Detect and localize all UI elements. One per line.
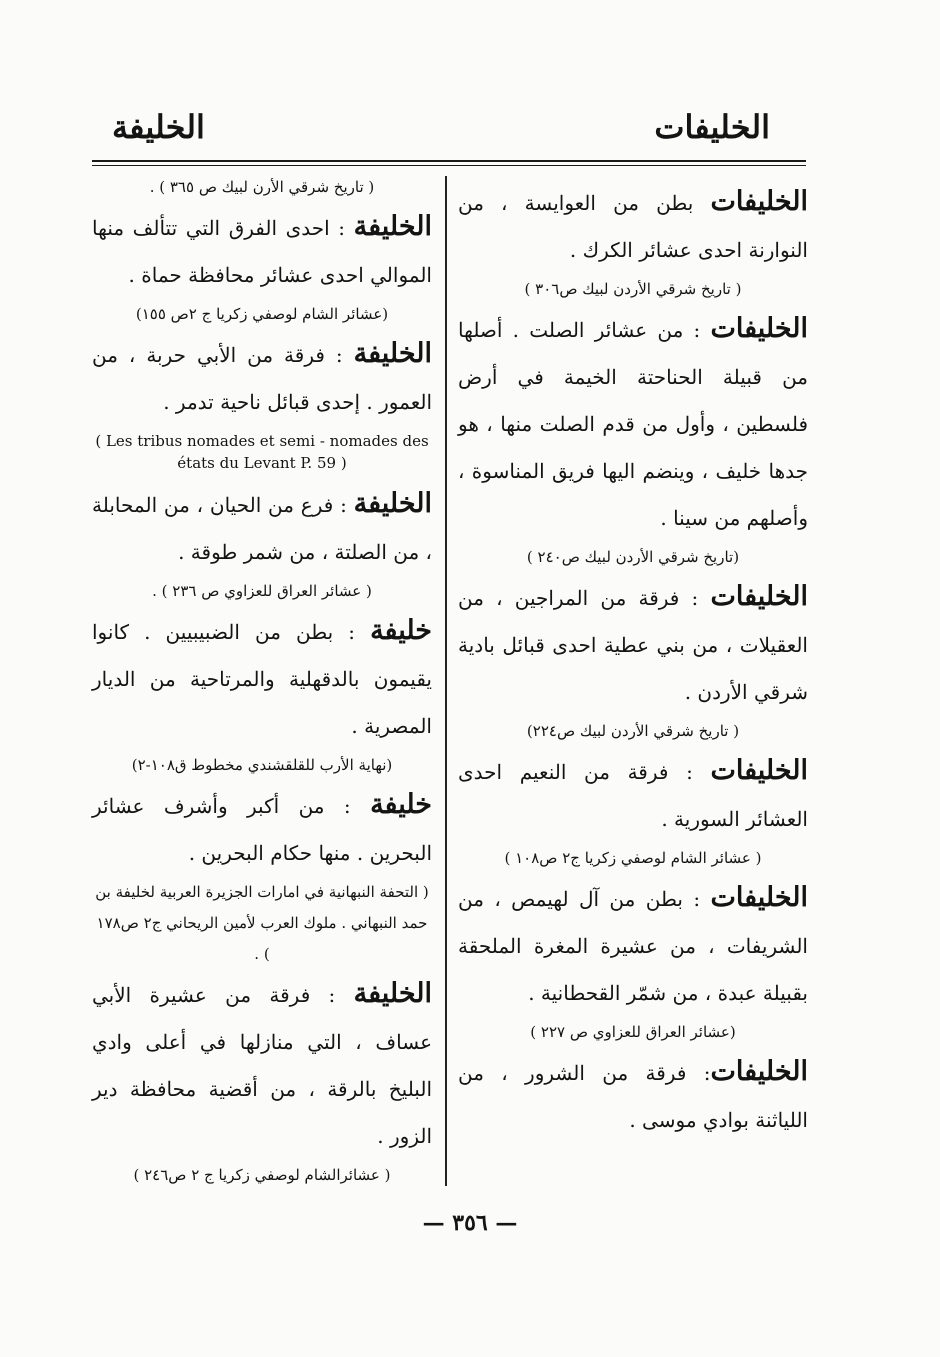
running-header-left: الخليفة xyxy=(112,108,205,146)
entry-term: الخليفات xyxy=(710,313,808,344)
entry-text: بطن من العوايسة ، من النوارنة احدى عشائر الكرك . xyxy=(458,191,808,262)
entry xyxy=(92,480,432,576)
source-citation: ( عشائر الشام لوصفي زكريا ج٢ ص١٠٨ ) xyxy=(504,849,762,867)
entry-text: : بطن من الضبيبيين . كانوا يقيمون بالدقهلية والمرتاحية من الديار المصرية . xyxy=(92,620,432,738)
entry xyxy=(458,874,808,1017)
entry-term: خليفة xyxy=(370,615,432,646)
source-citation: ( عشائرالشام لوصفي زكريا ج ٢ ص٢٤٦ ) xyxy=(133,1166,391,1184)
source-citation: ( تاريخ شرقي الأردن لبيك ص٣٠٦ ) xyxy=(524,280,742,298)
entry-term: الخليفة xyxy=(353,211,432,242)
source-citation: ( تاريخ شرقي الأرن لبيك ص ٣٦٥ ) . xyxy=(149,178,375,196)
entry-text: : بطن من آل لهيمص ، من الشريفات ، من عشيرة المغرة الملحقة بقبيلة عبدة ، من شمّر القحطانية . xyxy=(458,887,808,1005)
entry-text: : فرع من الحيان ، من المحابلة ، من الصلتة ، من شمر طوقة . xyxy=(92,493,432,564)
entry-text: : فرقة من المراجين ، من العقيلات ، من بني عطية احدى قبائل بادية شرقي الأردن . xyxy=(458,586,808,704)
source-citation: ( عشائر العراق للعزاوي ص ٢٣٦ ) . xyxy=(152,582,372,600)
entry-text: : من أكبر وأشرف عشائر البحرين . منها حكام البحرين . xyxy=(92,794,432,865)
entry-text: : فرقة من النعيم احدى العشائر السورية . xyxy=(458,760,808,831)
footer-dash-right: — xyxy=(422,1210,445,1236)
source-citation: (تاريخ شرقي الأردن لبيك ص٢٤٠ ) xyxy=(526,548,740,566)
source-citation: ( تاريخ شرقي الأردن لبيك ص٢٢٤) xyxy=(526,722,740,740)
entry-term: الخليفات xyxy=(710,581,808,612)
entry xyxy=(458,573,808,716)
source-citation-latin: ( Les tribus nomades et semi - nomades des états du Levant P. 59 ) xyxy=(95,432,429,472)
entry-term: الخليفة xyxy=(353,978,432,1009)
entry-text: : فرقة من الشرور ، من اللياثنة بوادي موسى . xyxy=(458,1061,808,1132)
footer-dash-left: — xyxy=(495,1210,518,1236)
entry xyxy=(92,330,432,426)
entry xyxy=(92,203,432,299)
source-citation: (عشائر العراق للعزاوي ص ٢٢٧ ) xyxy=(530,1023,736,1041)
entry-term: الخليفات xyxy=(710,1056,808,1087)
entry xyxy=(92,781,432,877)
entry xyxy=(458,1048,808,1144)
source-citation: ( التحفة النبهانية في امارات الجزيرة العربية لخليفة بن حمد النبهاني . ملوك العرب لأمين الريحاني ج٢ ص١٧٨ ) . xyxy=(95,883,429,963)
entry-text: : من عشائر الصلت . أصلها من قبيلة الحناحتة الخيمة في أرض فلسطين ، وأول من قدم الصلت منها ، هو جدها خليف ، وينضم اليها فريق المناسوة ، وأصلهم من سينا . xyxy=(458,318,808,530)
entry xyxy=(92,970,432,1160)
left-column xyxy=(92,172,432,1191)
entry xyxy=(458,178,808,274)
entry-term: الخليفات xyxy=(710,755,808,786)
entry xyxy=(92,607,432,750)
entry-text: : فرقة من عشيرة الأبي عساف ، التي منازلها في أعلى وادي البليخ بالرقة ، من أقضية محافظة دير الزور . xyxy=(92,983,432,1148)
page-footer xyxy=(0,1210,940,1236)
column-divider xyxy=(445,176,447,1186)
running-header-right: الخليفات xyxy=(654,108,770,146)
entry xyxy=(458,747,808,843)
header-rule-thin xyxy=(92,165,806,166)
source-citation: (عشائر الشام لوصفي زكريا ج ٢ص ١٥٥) xyxy=(135,305,389,323)
entry-term: الخليفات xyxy=(710,882,808,913)
right-column xyxy=(458,178,808,1144)
entry-text: : فرقة من الأبي حربة ، من العمور . إحدى قبائل ناحية تدمر . xyxy=(92,343,432,414)
header-rule-thick xyxy=(92,160,806,162)
entry xyxy=(458,305,808,542)
entry-term: الخليفة xyxy=(353,338,432,369)
entry-term: الخليفات xyxy=(710,186,808,217)
source-citation: (نهاية الأرب للقلقشندي مخطوط ق١٠٨-٢) xyxy=(131,756,393,774)
entry-term: الخليفة xyxy=(353,488,432,519)
entry-text: : احدى الفرق التي تتألف منها الموالي احدى عشائر محافظة حماة . xyxy=(92,216,432,287)
entry-term: خليفة xyxy=(370,789,432,820)
page-number: ٣٥٦ xyxy=(452,1210,488,1236)
